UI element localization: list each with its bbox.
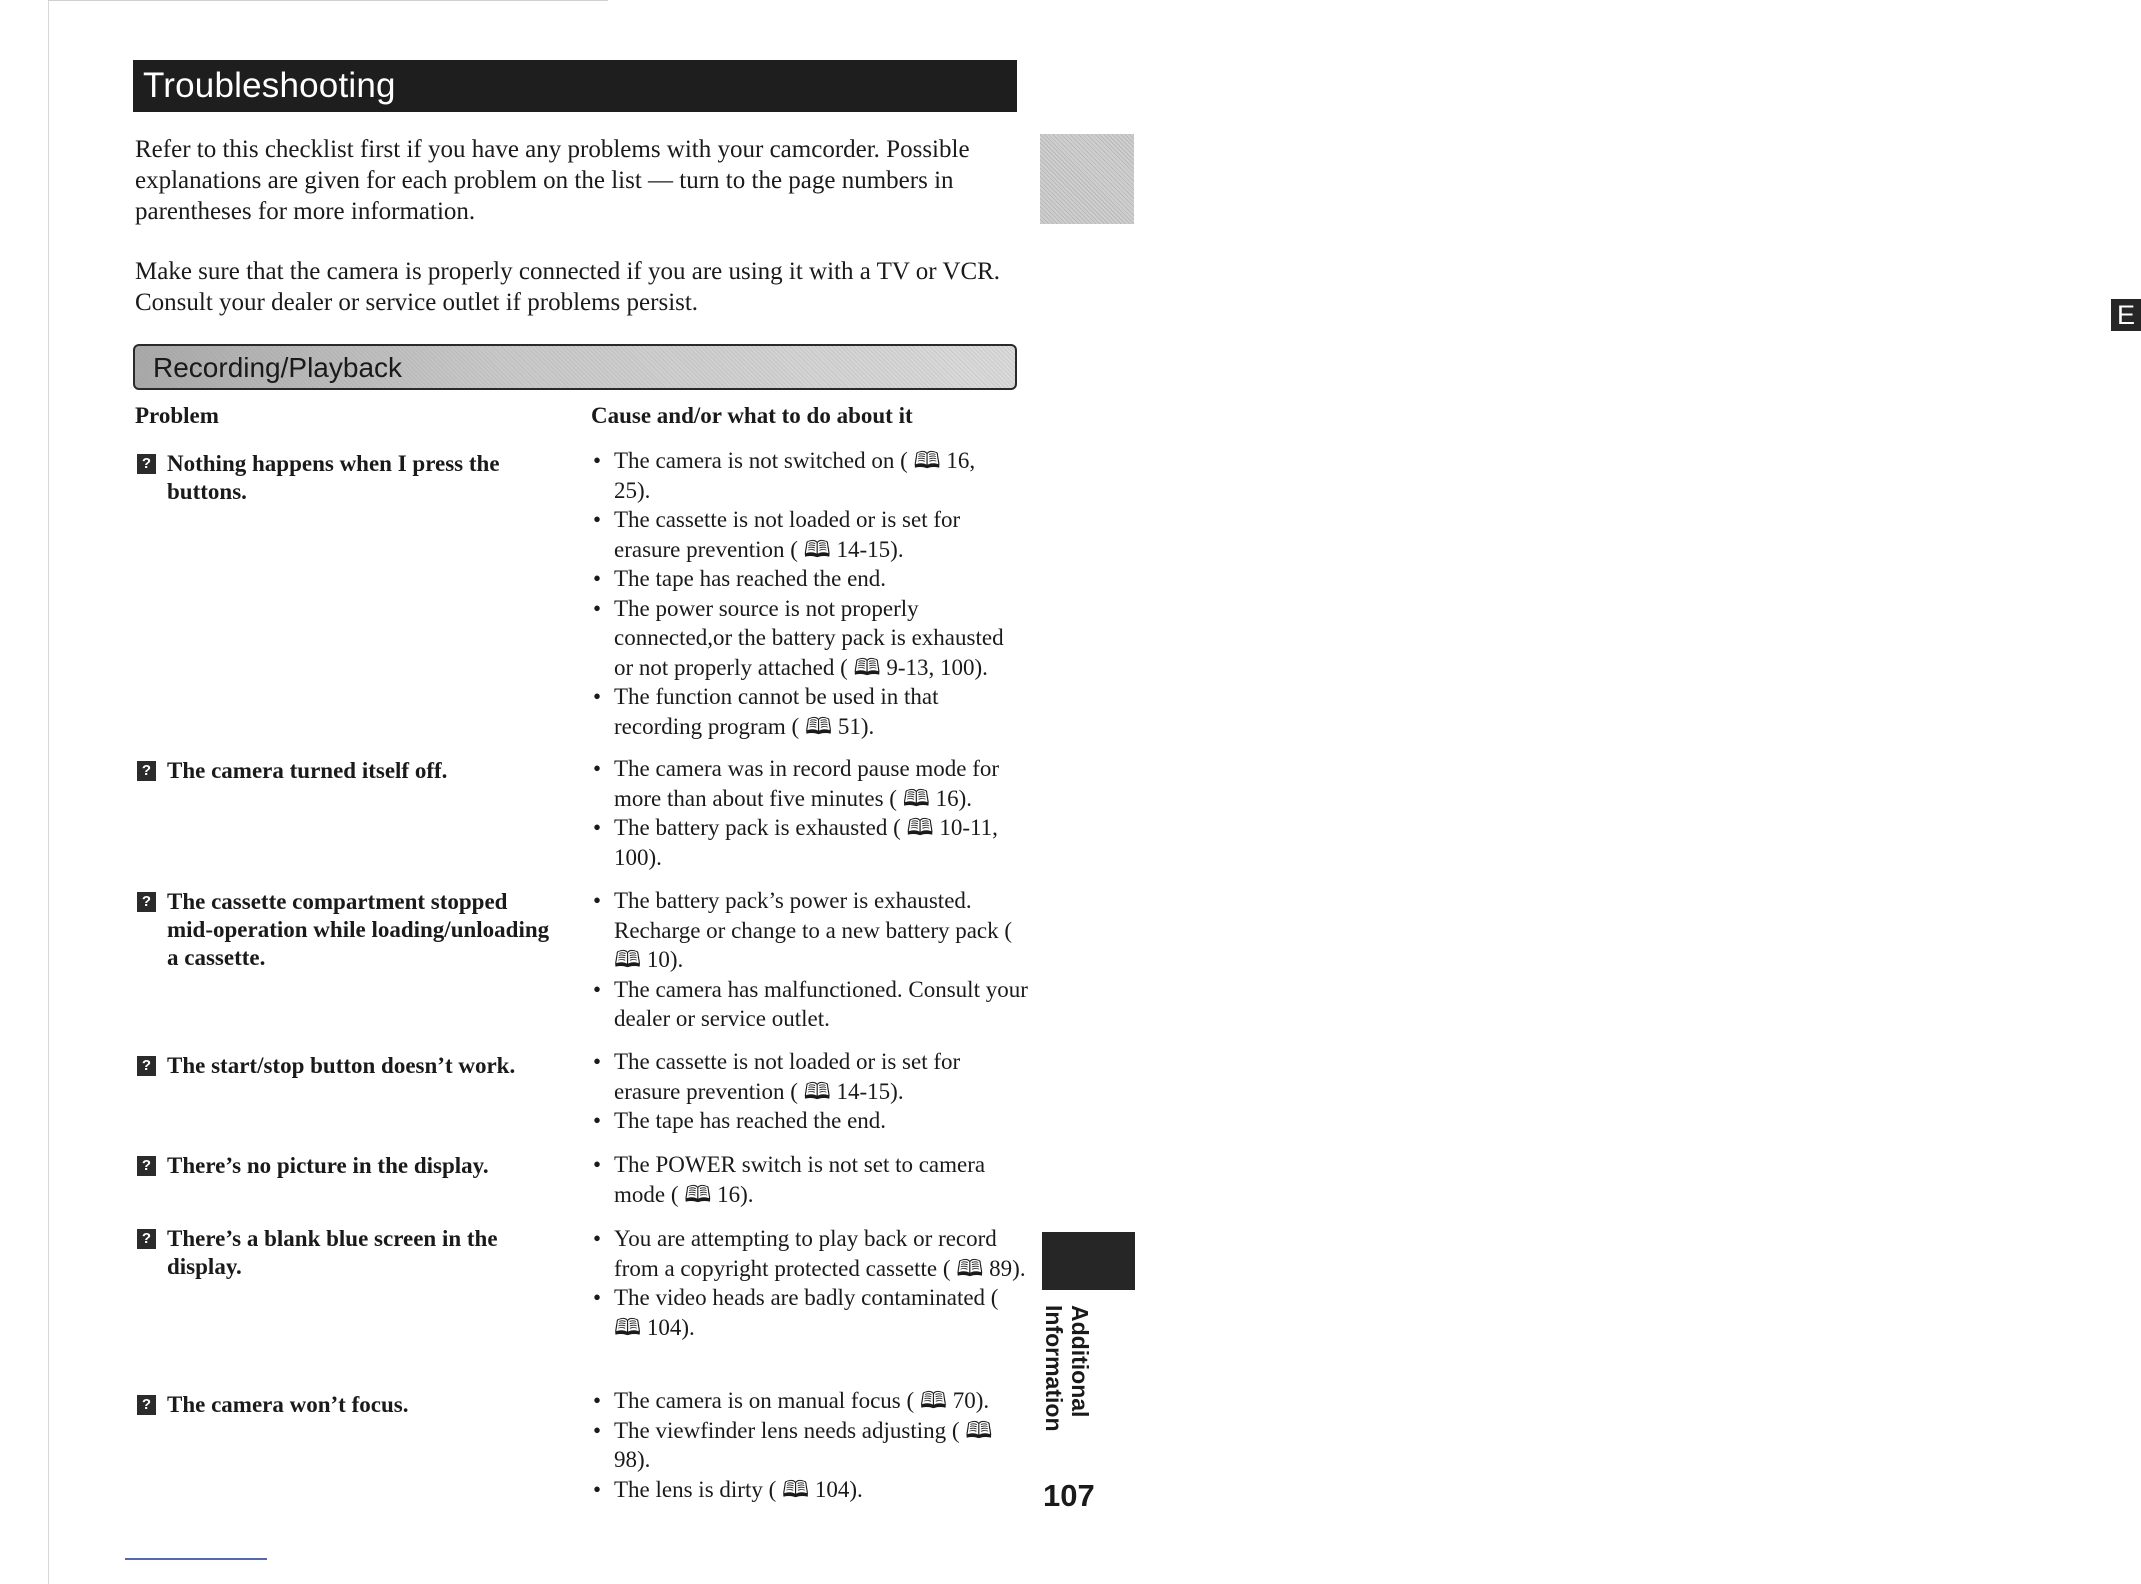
cause-item: • The lens is dirty ( 🕮 104).	[591, 1475, 1031, 1505]
column-header-problem: Problem	[135, 403, 219, 428]
problem-item	[135, 450, 555, 506]
cause-list	[591, 1386, 1031, 1504]
question-mark-box-icon: ?	[137, 1395, 156, 1415]
cause-item: • The power source is not properly connected,or the battery pack is exhausted or not properly attached ( 🕮 9-13, 100).	[591, 594, 1016, 683]
question-mark-box-icon: ?	[137, 892, 156, 912]
page-number: 107	[1043, 1478, 1095, 1513]
problem-text: The camera won’t focus.	[167, 1392, 409, 1417]
problem-item	[135, 1391, 555, 1419]
section-title: Recording/Playback	[153, 352, 403, 383]
cause-list	[591, 886, 1031, 1034]
cause-item: • The camera is on manual focus ( 🕮 70).	[591, 1386, 1031, 1416]
intro-paragraph-2: Make sure that the camera is properly connected if you are using it with a TV or VCR. Consult your dealer or service outlet if problems persist.	[135, 258, 1001, 316]
footer-rule	[125, 1558, 267, 1560]
problem-item	[135, 1052, 575, 1080]
problem-item	[135, 1152, 575, 1180]
cause-item: • The viewfinder lens needs adjusting ( 🕮 98).	[591, 1416, 1031, 1475]
cause-item: • The tape has reached the end.	[591, 564, 1016, 594]
question-mark-box-icon: ?	[137, 454, 156, 474]
cause-list	[591, 1047, 1031, 1136]
chapter-tab-block	[1042, 1232, 1135, 1290]
problem-text: The cassette compartment stopped mid-operation while loading/unloading a cassette.	[167, 889, 550, 970]
intro-paragraph-1: Refer to this checklist first if you have any problems with your camcorder. Possible explanations are given for each problem on the list — turn to the page numbers in parentheses for more information.	[135, 136, 970, 225]
chapter-tab-label: Additional Information	[1041, 1305, 1093, 1432]
cause-item: • The cassette is not loaded or is set for erasure prevention ( 🕮 14-15).	[591, 505, 1016, 564]
cause-item: • The video heads are badly contaminated ( 🕮 104).	[591, 1283, 1031, 1342]
problem-text: There’s a blank blue screen in the display.	[167, 1226, 498, 1279]
column-header-cause: Cause and/or what to do about it	[591, 403, 913, 428]
cause-item: • The function cannot be used in that recording program ( 🕮 51).	[591, 682, 1016, 741]
cause-item: • The camera is not switched on ( 🕮 16, 25).	[591, 446, 1016, 505]
cause-item: • The camera has malfunctioned. Consult your dealer or service outlet.	[591, 975, 1031, 1034]
cause-list	[591, 1150, 1031, 1209]
problem-text: There’s no picture in the display.	[167, 1153, 489, 1178]
cause-list	[591, 754, 1031, 872]
cause-item: • You are attempting to play back or record from a copyright protected cassette ( 🕮 89).	[591, 1224, 1031, 1283]
cause-item: • The cassette is not loaded or is set for erasure prevention ( 🕮 14-15).	[591, 1047, 1031, 1106]
cause-item: • The tape has reached the end.	[591, 1106, 1031, 1136]
question-mark-box-icon: ?	[137, 1056, 156, 1076]
page-title: Troubleshooting	[133, 60, 1017, 112]
problem-text: The start/stop button doesn’t work.	[167, 1053, 516, 1078]
cause-item: • The battery pack’s power is exhausted. Recharge or change to a new battery pack ( 🕮 10).	[591, 886, 1031, 975]
cause-list	[591, 1224, 1031, 1342]
cause-item: • The POWER switch is not set to camera mode ( 🕮 16).	[591, 1150, 1031, 1209]
cause-list	[591, 446, 1016, 741]
question-mark-box-icon: ?	[137, 761, 156, 781]
language-tab	[1040, 134, 2135, 330]
question-mark-box-icon: ?	[137, 1229, 156, 1249]
page-edge-left	[48, 0, 49, 1584]
question-mark-box-icon: ?	[137, 1156, 156, 1176]
problem-item	[135, 1225, 555, 1281]
problem-text: The camera turned itself off.	[167, 758, 448, 783]
page-edge-top	[48, 0, 608, 1]
problem-item	[135, 888, 555, 972]
cause-item: • The battery pack is exhausted ( 🕮 10-11, 100).	[591, 813, 1031, 872]
language-tab-label: E	[2111, 299, 2141, 331]
cause-item: • The camera was in record pause mode for more than about five minutes ( 🕮 16).	[591, 754, 1031, 813]
section-header	[133, 344, 1017, 390]
problem-item	[135, 757, 555, 785]
problem-text: Nothing happens when I press the buttons.	[167, 451, 500, 504]
